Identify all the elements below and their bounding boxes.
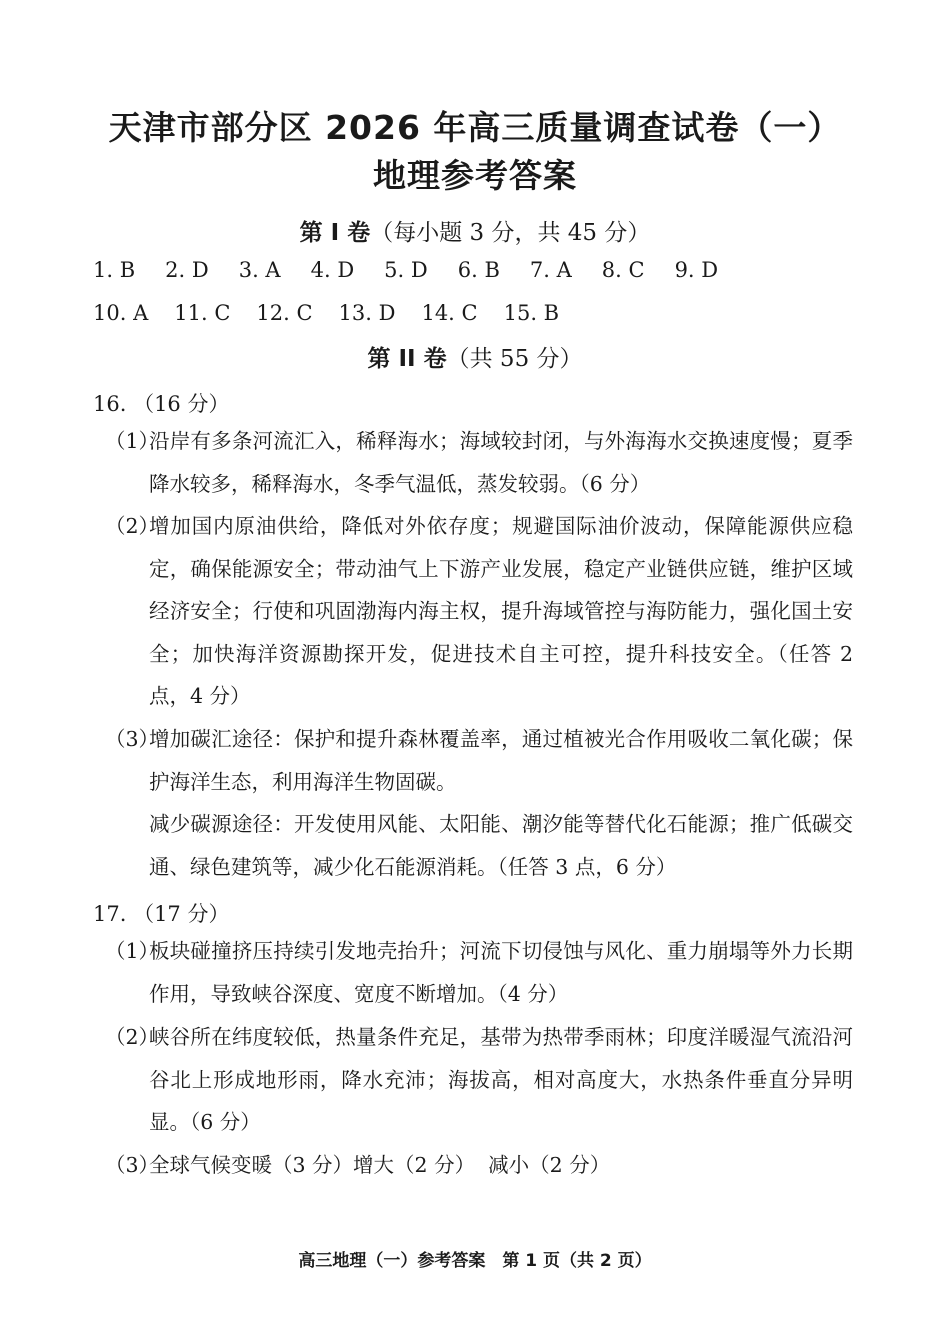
answer-text: 全球气候变暖（3 分）增大（2 分） 减小（2 分） — [149, 1153, 611, 1177]
answer-text: 增加国内原油供给，降低对外依存度；规避国际油价波动，保障能源供应稳定，确保能源安全；带动油气上下游产业发展，稳定产业链供应链，维护区域经济安全；行使和巩固渤海内海主权，提升海域管控与海防能力，强化国土安全；加快海洋资源勘探开发，促进技术自主可控，提升科技安全。（任答 2 点，4 分） — [149, 514, 853, 708]
mc-answer: 2. D — [165, 258, 209, 282]
section-2-heading — [0, 340, 950, 373]
section-1-note: （每小题 3 分，共 45 分） — [370, 220, 651, 246]
answer-number: （2） — [105, 514, 160, 538]
q17-answer-3 — [105, 1144, 853, 1187]
q16-answer-2 — [105, 505, 853, 718]
mc-answer: 1. B — [93, 258, 136, 282]
section-2-note: （共 55 分） — [446, 346, 583, 372]
answer-text: 板块碰撞挤压持续引发地壳抬升；河流下切侵蚀与风化、重力崩塌等外力长期作用，导致峡谷深度、宽度不断增加。（4 分） — [149, 939, 853, 1006]
section-1-heading — [0, 214, 950, 247]
answer-number: （1） — [105, 429, 160, 453]
q17-answer-2 — [105, 1016, 853, 1144]
exam-title: 天津市部分区 2026 年高三质量调查试卷（一） — [108, 108, 842, 147]
mc-answer: 6. B — [457, 258, 500, 282]
mc-answer: 7. A — [529, 258, 572, 282]
mc-answer: 10. A — [93, 301, 149, 325]
answer-text-carbon-source: 减少碳源途径：开发使用风能、太阳能、潮汐能等替代化石能源；推广低碳交通、绿色建筑等，减少化石能源消耗。（任答 3 点，6 分） — [149, 812, 853, 879]
mc-answer: 15. B — [503, 301, 560, 325]
question-17-heading: 17. （17 分） — [93, 902, 230, 926]
answer-text: 峡谷所在纬度较低，热量条件充足，基带为热带季雨林；印度洋暖湿气流沿河谷北上形成地形雨，降水充沛；海拔高，相对高度大，水热条件垂直分异明显。（6 分） — [149, 1025, 853, 1134]
answer-number: （2） — [105, 1025, 160, 1049]
mc-answer: 12. C — [256, 301, 313, 325]
section-1-label: 第 I 卷 — [299, 220, 371, 246]
answer-number: （3） — [105, 1153, 160, 1177]
mc-answer: 4. D — [310, 258, 355, 282]
mc-answer: 9. D — [674, 258, 719, 282]
mc-answers-row-2 — [93, 301, 913, 325]
mc-answer: 14. C — [421, 301, 478, 325]
mc-answer: 11. C — [174, 301, 231, 325]
answer-text-carbon-sink: 增加碳汇途径：保护和提升森林覆盖率，通过植被光合作用吸收二氧化碳；保护海洋生态，利用海洋生物固碳。 — [149, 727, 853, 794]
mc-answer: 13. D — [338, 301, 396, 325]
q17-answer-1 — [105, 930, 853, 1015]
answer-number: （1） — [105, 939, 160, 963]
q16-answer-3 — [105, 718, 853, 888]
question-16-heading: 16. （16 分） — [93, 392, 230, 416]
page-footer: 高三地理（一）参考答案 第 1 页（共 2 页） — [298, 1251, 652, 1271]
answer-number: （3） — [105, 727, 160, 751]
q16-answer-1 — [105, 420, 853, 505]
mc-answer: 3. A — [238, 258, 281, 282]
mc-answer: 8. C — [601, 258, 645, 282]
section-2-label: 第 II 卷 — [367, 346, 447, 372]
mc-answer: 5. D — [384, 258, 428, 282]
answer-text: 沿岸有多条河流汇入，稀释海水；海域较封闭，与外海海水交换速度慢；夏季降水较多，稀释海水，冬季气温低，蒸发较弱。（6 分） — [149, 429, 853, 496]
mc-answers-row-1 — [93, 258, 913, 282]
exam-subtitle: 地理参考答案 — [373, 156, 577, 195]
